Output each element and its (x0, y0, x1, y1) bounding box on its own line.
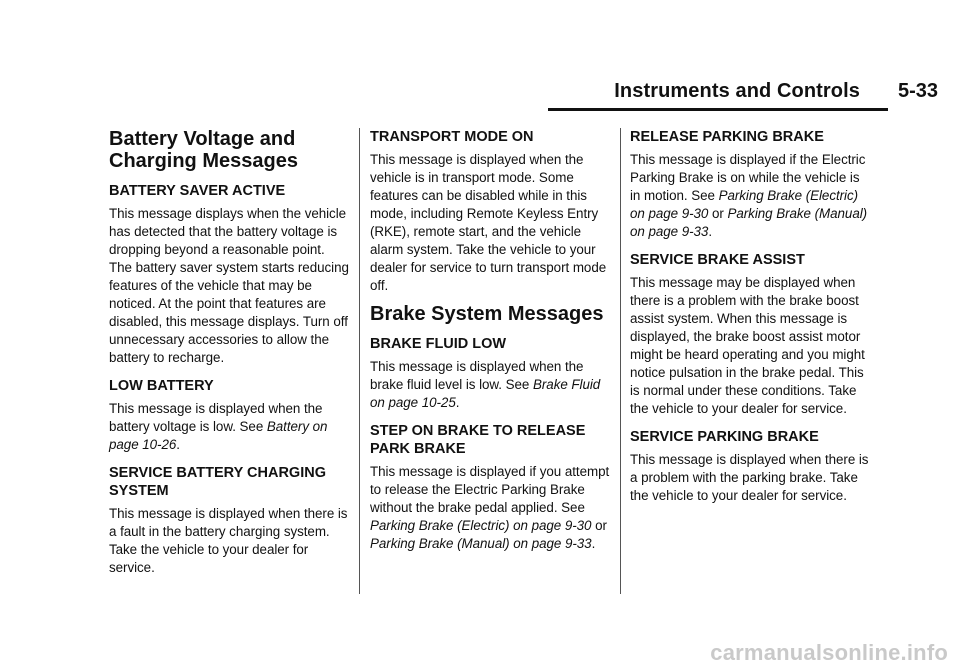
cross-reference: Brake Fluid on page 10-25 (370, 377, 601, 410)
body-paragraph (370, 463, 610, 553)
text-run: or (591, 518, 607, 533)
message-heading: SERVICE BRAKE ASSIST (630, 252, 805, 268)
body-paragraph (630, 451, 870, 505)
cross-reference: Parking Brake (Manual) on page 9-33 (630, 206, 868, 239)
text-run: . (591, 536, 596, 551)
column-3 (630, 128, 870, 513)
cross-reference: Battery on page 10-26 (109, 419, 328, 452)
column-2 (370, 128, 610, 561)
cross-reference: Parking Brake (Electric) on page 9-30 (370, 518, 592, 533)
header-rule (548, 108, 888, 111)
body-paragraph (109, 400, 349, 454)
message-heading: SERVICE BATTERY CHARGING SYSTEM (109, 465, 326, 499)
text-run: . (176, 437, 180, 452)
page-header (0, 0, 960, 112)
cross-reference: Parking Brake (Electric) on page 9-30 (630, 188, 859, 221)
text-run: This message is displayed if the Electric Parking Brake is on while the vehicle is in motion. See (630, 152, 866, 203)
message-heading: LOW BATTERY (109, 378, 214, 394)
section-heading: Battery Voltage and Charging Messages (109, 128, 298, 172)
text-run: . (455, 395, 460, 410)
text-run: This message displays when the vehicle has detected that the battery voltage is dropping beyond a reasonable point. The battery saver system starts reducing features of the vehicle that may be noticed. At the point that features are disabled, this message displays. Turn off unnecessary accessories to allow the battery to recharge. (109, 206, 349, 365)
body-paragraph (630, 274, 870, 418)
body-paragraph (109, 505, 349, 577)
text-run: This message is displayed when the brake fluid level is low. See (370, 359, 584, 392)
message-heading: BRAKE FLUID LOW (370, 336, 507, 352)
message-heading: BATTERY SAVER ACTIVE (109, 183, 286, 199)
body-paragraph (630, 151, 870, 241)
column-divider (620, 128, 621, 594)
section-heading: Brake System Messages (370, 303, 604, 325)
column-divider (359, 128, 360, 594)
text-run: This message is displayed when the battery voltage is low. See (109, 401, 323, 434)
text-run: This message is displayed when there is a fault in the battery charging system. Take the vehicle to your dealer for service. (109, 506, 348, 575)
text-run: This message is displayed when the vehicle is in transport mode. Some features can be disabled while in this mode, including Remote Keyless Entry (RKE), remote start, and the vehicle alarm system. Take the vehicle to your dealer for service to turn transport mode off. (370, 152, 607, 293)
section-title: Instruments and Controls (614, 80, 860, 102)
watermark: carmanualsonline.info (710, 640, 948, 665)
text-run: This message is displayed when there is a problem with the parking brake. Take the vehicle to your dealer for service. (630, 452, 869, 503)
text-run: or (708, 206, 728, 221)
cross-reference: Parking Brake (Manual) on page 9-33 (370, 536, 592, 551)
body-paragraph (370, 151, 610, 295)
message-heading: SERVICE PARKING BRAKE (630, 429, 819, 445)
body-paragraph (370, 358, 610, 412)
message-heading: TRANSPORT MODE ON (370, 129, 534, 145)
message-heading: STEP ON BRAKE TO RELEASE PARK BRAKE (370, 423, 586, 457)
message-heading: RELEASE PARKING BRAKE (630, 129, 824, 145)
column-1 (109, 128, 349, 585)
text-run: This message may be displayed when there is a problem with the brake boost assist system. When this message is displayed, the brake boost assist motor might be heard operating and you might notice pulsation in the brake pedal. This is normal under these conditions. Take the vehicle to your dealer for service. (630, 275, 865, 416)
text-run: . (708, 224, 712, 239)
page-number: 5-33 (897, 80, 938, 102)
text-run: This message is displayed if you attempt to release the Electric Parking Brake without the brake pedal applied. See (370, 464, 610, 515)
body-paragraph (109, 205, 349, 367)
